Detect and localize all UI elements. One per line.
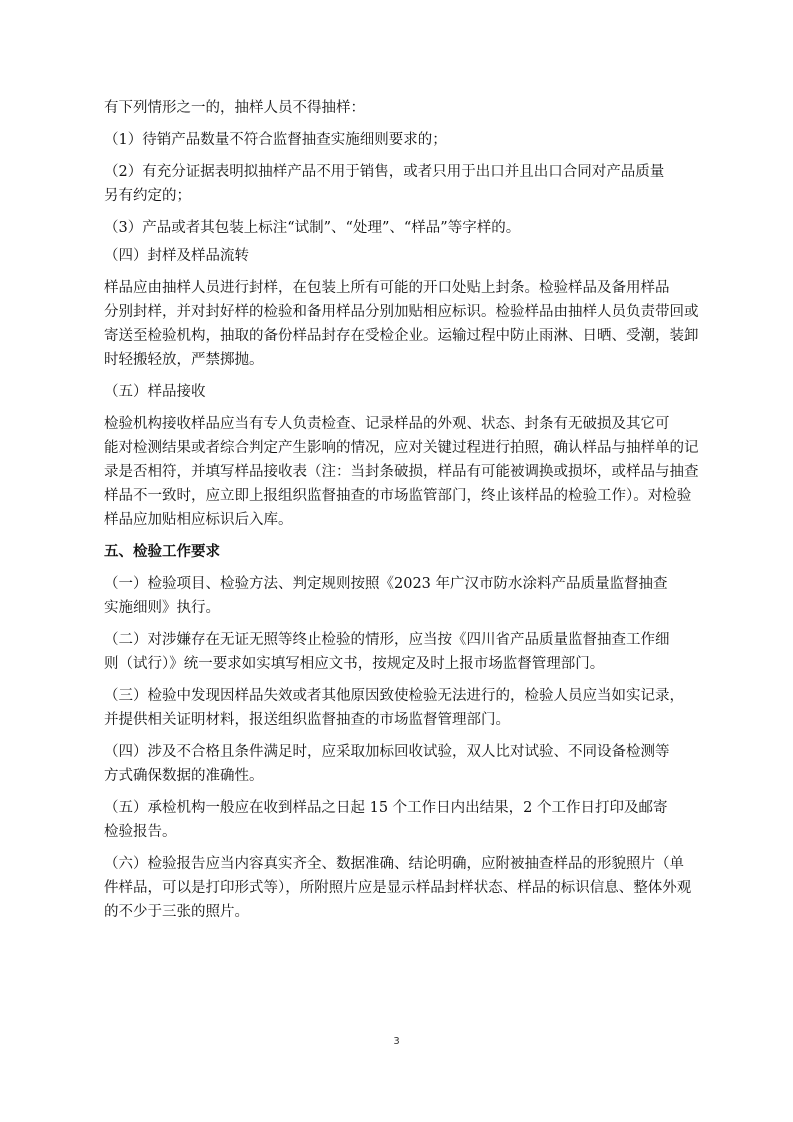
paragraph-item-3 bbox=[104, 216, 720, 240]
paragraph-requirement-4 bbox=[104, 740, 720, 788]
text-line: 则（试行）》统一要求如实填写相应文书，按规定及时上报市场监督管理部门。 bbox=[104, 656, 605, 672]
text-line: （六）检验报告应当内容真实齐全、数据准确、结论明确，应附被抽查样品的形貌照片（单 bbox=[104, 856, 684, 872]
section-heading-inspection-requirements bbox=[104, 540, 720, 564]
text-line: （2）有充分证据表明拟抽样产品不用于销售，或者只用于出口并且出口合同对产品质量 bbox=[104, 164, 665, 180]
text-line: （四）涉及不合格且条件满足时，应采取加标回收试验，双人比对试验、不同设备检测等 bbox=[104, 744, 670, 760]
section-heading-sealing bbox=[104, 244, 720, 268]
section-heading-receipt bbox=[104, 380, 720, 404]
text-line: （四）封样及样品流转 bbox=[104, 248, 249, 264]
text-line: 的不少于三张的照片。 bbox=[104, 904, 249, 920]
paragraph-item-2 bbox=[104, 160, 720, 208]
paragraph-sealing bbox=[104, 276, 720, 372]
text-line: 方式确保数据的准确性。 bbox=[104, 768, 264, 784]
text-line: 并提供相关证明材料，报送组织监督抽查的市场监督管理部门。 bbox=[104, 712, 510, 728]
text-line: 能对检测结果或者综合判定产生影响的情况，应对关键过程进行拍照，确认样品与抽样单的记 bbox=[104, 440, 699, 456]
text-line: 寄送至检验机构，抽取的备份样品封存在受检企业。运输过程中防止雨淋、日晒、受潮，装卸 bbox=[104, 328, 699, 344]
text-line: 分别封样，并对封好样的检验和备用样品分别加贴相应标识。检验样品由抽样人员负责带回或 bbox=[104, 304, 699, 320]
paragraph-receipt bbox=[104, 412, 720, 532]
paragraph-item-1 bbox=[104, 128, 720, 152]
text-line: 另有约定的； bbox=[104, 188, 191, 204]
paragraph-sampling-exclusions-intro bbox=[104, 96, 720, 120]
text-line: （五）样品接收 bbox=[104, 384, 206, 400]
paragraph-requirement-1 bbox=[104, 572, 720, 620]
text-line: 录是否相符，并填写样品接收表（注：当封条破损，样品有可能被调换或损坏，或样品与抽查 bbox=[104, 464, 699, 480]
text-line: （二）对涉嫌存在无证无照等终止检验的情形，应当按《四川省产品质量监督抽查工作细 bbox=[104, 632, 670, 648]
text-line: 检验报告。 bbox=[104, 824, 177, 840]
text-line: （1）待销产品数量不符合监督抽查实施细则要求的； bbox=[104, 132, 447, 148]
text-line: 有下列情形之一的，抽样人员不得抽样： bbox=[104, 100, 365, 116]
text-line: （一）检验项目、检验方法、判定规则按照《2023 年广汉市防水涂料产品质量监督抽查 bbox=[104, 576, 668, 592]
page-number: 3 bbox=[393, 1036, 400, 1047]
text-line: 时轻搬轻放，严禁掷抛。 bbox=[104, 352, 264, 368]
text-line: （三）检验中发现因样品失效或者其他原因致使检验无法进行的，检验人员应当如实记录， bbox=[104, 688, 684, 704]
text-line: 五、检验工作要求 bbox=[104, 543, 220, 560]
document-body bbox=[104, 96, 720, 924]
text-line: （五）承检机构一般应在收到样品之日起 15 个工作日内出结果，2 个工作日打印及邮寄 bbox=[104, 800, 668, 816]
paragraph-requirement-3 bbox=[104, 684, 720, 732]
text-line: 样品不一致时，应立即上报组织监督抽查的市场监管部门，终止该样品的检验工作）。对检验 bbox=[104, 488, 692, 504]
text-line: 检验机构接收样品应当有专人负责检查、记录样品的外观、状态、封条有无破损及其它可 bbox=[104, 416, 670, 432]
text-line: 实施细则》执行。 bbox=[104, 600, 220, 616]
paragraph-requirement-2 bbox=[104, 628, 720, 676]
text-line: （3）产品或者其包装上标注“试制”、“处理”、“样品”等字样的。 bbox=[104, 220, 521, 236]
paragraph-requirement-5 bbox=[104, 796, 720, 844]
paragraph-requirement-6 bbox=[104, 852, 720, 924]
text-line: 样品应加贴相应标识后入库。 bbox=[104, 512, 293, 528]
text-line: 件样品，可以是打印形式等），所附照片应是显示样品封样状态、样品的标识信息、整体外观 bbox=[104, 880, 692, 896]
text-line: 样品应由抽样人员进行封样，在包装上所有可能的开口处贴上封条。检验样品及备用样品 bbox=[104, 280, 670, 296]
